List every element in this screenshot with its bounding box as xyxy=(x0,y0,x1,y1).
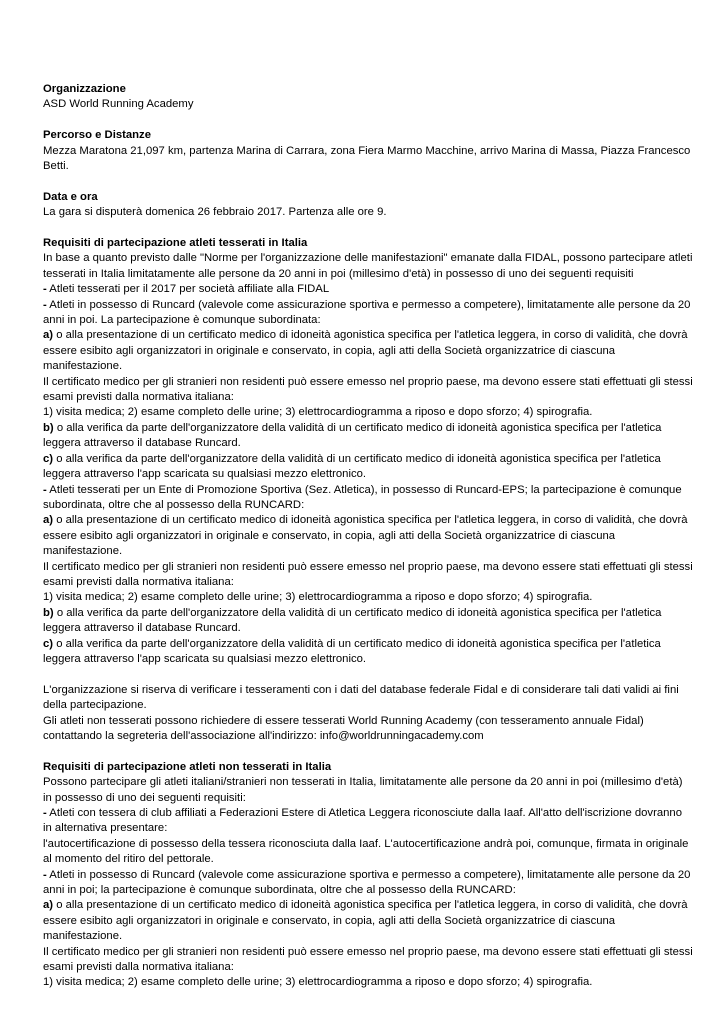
paragraph: L'organizzazione si riserva di verificare i tesseramenti con i dati del database federale Fidal e di considerare tali dati validi ai fini della partecipazione. xyxy=(43,683,679,712)
option-label: b) xyxy=(43,421,54,434)
option-item xyxy=(43,606,693,637)
option-item xyxy=(43,898,693,944)
section-organizzazione xyxy=(43,82,693,113)
option-label: c) xyxy=(43,452,54,465)
option-text: o alla verifica da parte dell'organizzatore della validità di un certificato medico di idoneità agonistica specifica per l'atletica leggera attraverso il database Runcard. xyxy=(43,421,662,450)
dash-marker: - xyxy=(43,483,47,496)
organizer-name: ASD World Running Academy xyxy=(43,98,194,111)
requirement-text: Atleti con tessera di club affiliati a Federazioni Estere di Atletica Leggera riconosciute dalla Iaaf. All'atto dell'iscrizione dovranno in alternativa presentare: xyxy=(43,807,682,835)
exam-list: 1) visita medica; 2) esame completo delle urine; 3) elettrocardiogramma a riposo e dopo sforzo; 4) spirografia. xyxy=(43,406,593,419)
requirement-item xyxy=(43,483,693,514)
option-item xyxy=(43,513,693,559)
option-label: a) xyxy=(43,899,54,912)
option-text: o alla presentazione di un certificato medico di idoneità agonistica specifica per l'atletica leggera, in corso di validità, che dovrà essere esibito agli organizzatori in originale e conservato, in copia, agli atti della Società organizzatrice di ciascuna manifestazione. xyxy=(43,329,688,373)
paragraph: In base a quanto previsto dalle "Norme per l'organizzazione delle manifestazioni" emanate dalla FIDAL, possono partecipare atleti tesserati in Italia limitatamente alle persone da 20 anni in poi (millesimo d'età) in possesso di uno dei seguenti requisiti xyxy=(43,252,693,280)
paragraph: Il certificato medico per gli stranieri non residenti può essere emesso nel proprio paese, ma devono essere stati effettuati gli stessi esami previsti dalla normativa italiana: xyxy=(43,945,693,974)
paragraph: Possono partecipare gli atleti italiani/stranieri non tesserati in Italia, limitatamente alle persone da 20 anni in poi (millesimo d'età) in possesso di uno dei seguenti requisiti: xyxy=(43,776,683,804)
option-label: a) xyxy=(43,329,54,342)
section-data-ora xyxy=(43,190,693,221)
section-non-tesserati xyxy=(43,760,693,991)
dash-marker: - xyxy=(43,868,47,881)
option-item xyxy=(43,637,693,668)
requirement-item xyxy=(43,868,693,899)
paragraph: Gli atleti non tesserati possono richiedere di essere tesserati World Running Academy (con tesseramento annuale Fidal) contattando la segreteria dell'associazione all'indirizzo: info@worldrunningacademy.com xyxy=(43,714,644,742)
requirement-item xyxy=(43,806,693,837)
requirement-item xyxy=(43,282,693,297)
option-label: c) xyxy=(43,637,54,650)
section-title: Requisiti di partecipazione atleti tesserati in Italia xyxy=(43,237,308,250)
course-description: Mezza Maratona 21,097 km, partenza Marina di Carrara, zona Fiera Marmo Macchine, arrivo Marina di Massa, Piazza Francesco Betti. xyxy=(43,144,691,173)
paragraph: Il certificato medico per gli stranieri non residenti può essere emesso nel proprio paese, ma devono essere stati effettuati gli stessi esami previsti dalla normativa italiana: xyxy=(43,560,693,588)
option-text: o alla presentazione di un certificato medico di idoneità agonistica specifica per l'atletica leggera, in corso di validità, che dovrà essere esibito agli organizzatori in originale e conservato, in copia, agli atti della Società organizzatrice di ciascuna manifestazione. xyxy=(43,514,688,558)
requirement-text: Atleti in possesso di Runcard (valevole come assicurazione sportiva e permesso a competere), limitatamente alle persone da 20 anni in poi. La partecipazione è comunque subordinata: xyxy=(43,298,691,327)
option-text: o alla verifica da parte dell'organizzatore della validità di un certificato medico di idoneità agonistica specifica per l'atletica leggera attraverso il database Runcard. xyxy=(43,606,662,635)
exam-list: 1) visita medica; 2) esame completo delle urine; 3) elettrocardiogramma a riposo e dopo sforzo; 4) spirografia. xyxy=(43,976,593,989)
option-text: o alla verifica da parte dell'organizzatore della validità di un certificato medico di idoneità agonistica specifica per l'atletica leggera attraverso l'app scaricata su qualsiasi mezzo elettronico. xyxy=(43,452,661,481)
race-date: La gara si disputerà domenica 26 febbraio 2017. Partenza alle ore 9. xyxy=(43,206,387,219)
option-item xyxy=(43,421,693,452)
section-verifica xyxy=(43,683,693,745)
dash-marker: - xyxy=(43,298,47,311)
option-item xyxy=(43,328,693,374)
option-text: o alla verifica da parte dell'organizzatore della validità di un certificato medico di idoneità agonistica specifica per l'atletica leggera attraverso l'app scaricata su qualsiasi mezzo elettronico. xyxy=(43,637,661,665)
requirement-text: Atleti tesserati per il 2017 per società affiliate alla FIDAL xyxy=(49,283,330,296)
paragraph: Il certificato medico per gli stranieri non residenti può essere emesso nel proprio paese, ma devono essere stati effettuati gli stessi esami previsti dalla normativa italiana: xyxy=(43,375,693,404)
option-text: o alla presentazione di un certificato medico di idoneità agonistica specifica per l'atletica leggera, in corso di validità, che dovrà essere esibito agli organizzatori in originale e conservato, in copia, agli atti della Società organizzatrice di ciascuna manifestazione. xyxy=(43,899,688,943)
requirement-text: Atleti tesserati per un Ente di Promozione Sportiva (Sez. Atletica), in possesso di Runcard-EPS; la partecipazione è comunque subordinata, oltre che al possesso della RUNCARD: xyxy=(43,483,682,511)
paragraph: l'autocertificazione di possesso della tessera riconosciuta dalla Iaaf. L'autocertificazione andrà poi, comunque, firmata in originale al momento del ritiro del pettorale. xyxy=(43,837,689,866)
section-title: Data e ora xyxy=(43,190,98,203)
section-percorso xyxy=(43,128,693,174)
document-page xyxy=(43,82,693,1006)
requirement-text: Atleti in possesso di Runcard (valevole come assicurazione sportiva e permesso a competere), limitatamente alle persone da 20 anni in poi; la partecipazione è comunque subordinata, oltre che al possesso della RUNCARD: xyxy=(43,868,691,897)
dash-marker: - xyxy=(43,807,47,820)
dash-marker: - xyxy=(43,283,47,296)
requirement-item xyxy=(43,298,693,329)
exam-list: 1) visita medica; 2) esame completo delle urine; 3) elettrocardiogramma a riposo e dopo sforzo; 4) spirografia. xyxy=(43,591,593,604)
option-item xyxy=(43,452,693,483)
section-title: Organizzazione xyxy=(43,83,126,95)
section-title: Requisiti di partecipazione atleti non tesserati in Italia xyxy=(43,760,332,773)
section-tesserati xyxy=(43,236,693,667)
option-label: a) xyxy=(43,514,54,527)
section-title: Percorso e Distanze xyxy=(43,129,151,142)
option-label: b) xyxy=(43,606,54,619)
